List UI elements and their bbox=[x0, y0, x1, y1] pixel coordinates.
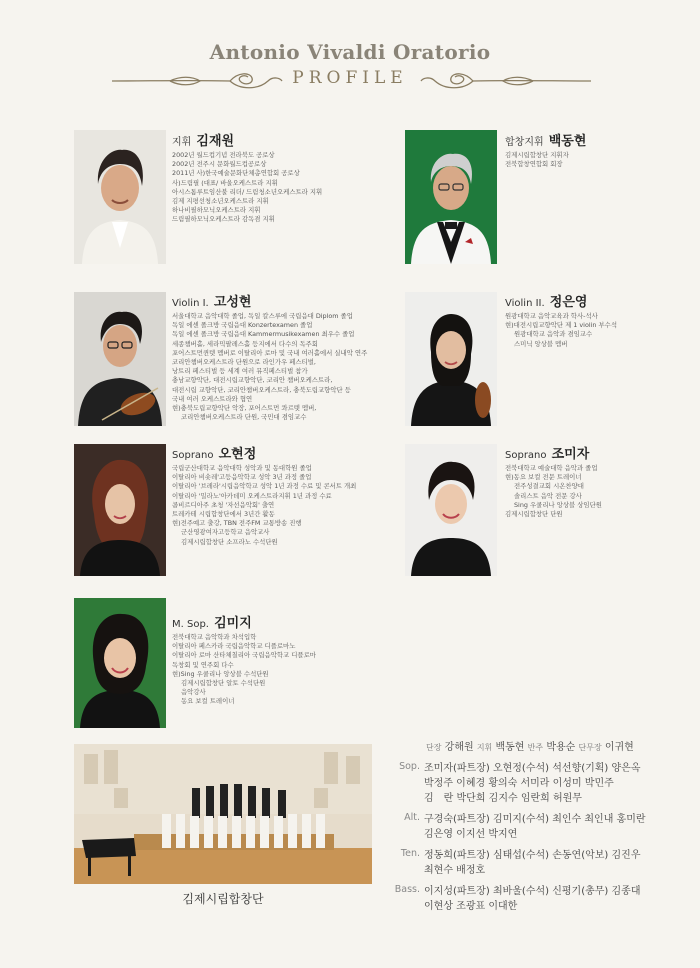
member-line: 이현상 조광표 이대한 bbox=[424, 901, 518, 912]
bio-line: 스미닉 앙상블 멤버 bbox=[514, 339, 568, 348]
bio-line: 세종챔버홀, 세라믹팔레스홀 등지에서 다수의 독주회 bbox=[172, 339, 318, 348]
soprano-2-photo bbox=[405, 444, 497, 576]
soprano-1-info bbox=[172, 443, 356, 547]
violin-2-name: 정은영 bbox=[549, 295, 588, 310]
section-label: Ten. bbox=[400, 848, 420, 859]
staff-label: 지휘 bbox=[476, 743, 493, 752]
bio-line: 이탈리아 '브레라'시립음악학교 성악 1년 과정 수료 및 콘서트 개최 bbox=[172, 482, 357, 491]
conductor-name: 김재원 bbox=[196, 134, 235, 149]
bio-line: 솔리스트 음악 전문 강사 bbox=[514, 491, 582, 500]
section-soprano bbox=[390, 761, 690, 806]
bio-line: 원광대학교 음악교육과 학사-석사 bbox=[505, 312, 598, 320]
chorus-master-name: 백동현 bbox=[548, 134, 587, 149]
bio-line: 서울대학교 음악대학 졸업, 독일 칼스루에 국립음대 Diplom 졸업 bbox=[172, 312, 353, 320]
bio-line: 2011년 사)한국예술문화단체총연합회 공로상 bbox=[172, 169, 300, 178]
bio-line: 아시스톰루트임산불 리더/ 드림청소년오케스트라 지휘 bbox=[172, 187, 323, 196]
soprano-2-name: 조미자 bbox=[551, 447, 590, 462]
violin-2-info bbox=[505, 291, 617, 349]
violin-1-role: Violin I. bbox=[172, 298, 209, 309]
bio-line: 김제 지평선청소년오케스트라 지휘 bbox=[172, 197, 269, 206]
bio-line: 독창회 및 연주회 다수 bbox=[172, 660, 234, 669]
bio-line: 이탈리아 로마 산타체칠리아 국립음악학교 디플로마 bbox=[172, 651, 316, 660]
choir-caption: 김제시립합창단 bbox=[182, 892, 264, 906]
violin-1-name: 고성현 bbox=[213, 295, 252, 310]
chorus-master-role: 합창지휘 bbox=[505, 137, 544, 148]
member-line: 김 란 박단희 김지수 임란희 허원무 bbox=[424, 793, 582, 804]
conductor-info bbox=[172, 130, 322, 225]
bio-line: 현)대전시립교향악단 제 1 violin 부수석 bbox=[505, 321, 618, 330]
bio-line: 충남교향악단, 대전시립교향악단, 코리안 챔버오케스트라, bbox=[172, 376, 333, 385]
staff-label: 단장 bbox=[426, 743, 442, 752]
bio-line: Sing 우쿨리나 앙상블 상임단원 bbox=[514, 500, 602, 509]
violin-2-bio bbox=[505, 312, 617, 349]
bio-line: 이탈리아 페스카라 국립음악학교 디플로마노 bbox=[172, 642, 296, 651]
soprano-2-info bbox=[505, 443, 602, 519]
bio-line: 사)드림필 (대표/ 바울오케스트라 지휘 bbox=[172, 178, 278, 187]
bio-line: 김제시립합창단 단원 bbox=[505, 510, 563, 519]
staff-label: 반주 bbox=[527, 743, 544, 752]
page-title: Antonio Vivaldi Oratorio bbox=[209, 40, 491, 64]
staff-name: 강해원 bbox=[444, 742, 474, 753]
ornament-right-icon bbox=[418, 66, 593, 96]
mezzo-role: M. Sop. bbox=[172, 619, 209, 630]
violin-1-info bbox=[172, 291, 367, 422]
staff-line bbox=[390, 738, 690, 753]
bio-line: 포어스트먼퀸텟 멤버로 이탈리아 로마 및 국내 여러홀에서 실내악 연주 bbox=[172, 348, 368, 357]
bio-line: 콤비르디아주 초청 '자선음악회' 출연 bbox=[172, 500, 275, 509]
staff-name: 백동현 bbox=[495, 742, 525, 753]
conductor-bio bbox=[172, 151, 322, 225]
bio-line: 코리안챔버오케스트라 단원으로 라인가우 페스티벌, bbox=[172, 358, 316, 367]
violin-1-bio bbox=[172, 312, 367, 422]
bio-line: 독일 에센 폴크방 국립음대 Konzertexamen 졸업 bbox=[172, 321, 313, 330]
bio-line: 전주성결교회 시온찬양대 bbox=[514, 482, 584, 491]
section-label: Bass. bbox=[394, 884, 420, 895]
member-line: 조미자(파트장) 오현정(수석) 석선향(기획) 양은옥 bbox=[424, 763, 641, 774]
soprano-2-bio bbox=[505, 464, 602, 519]
bio-line: 드림필하모닉오케스트라 감독겸 지휘 bbox=[172, 215, 275, 224]
soprano-1-bio bbox=[172, 464, 356, 547]
violin-2-role: Violin II. bbox=[505, 298, 545, 309]
member-line: 구경숙(파트장) 김미지(수석) 최인수 최인내 홍미란 bbox=[424, 814, 646, 825]
member-line: 이지성(파트장) 최바울(수석) 신평기(총무) 김종대 bbox=[424, 886, 641, 897]
section-tenor bbox=[390, 848, 690, 878]
bio-line: 현)충북도립교향악단 악장, 포어스트먼 콰르텟 멤버, bbox=[172, 404, 317, 413]
bio-line: 낭트리 페스티벌 등 세계 여러 뮤직페스티벌 참가 bbox=[172, 367, 308, 376]
bio-line: 전북대학교 예술대학 음악과 졸업 bbox=[505, 464, 598, 472]
conductor-photo bbox=[74, 130, 166, 264]
bio-line: 전북대학교 음악학과 차석입학 bbox=[172, 633, 257, 641]
section-label: Alt. bbox=[404, 812, 420, 823]
bio-line: 트레카테 시립합창단에서 3년간 활동 bbox=[172, 510, 275, 519]
bio-line: 이탈리아 '밀라노'아카데미 오케스트라지휘 1년 과정 수료 bbox=[172, 491, 332, 500]
bio-line: 국립군산대학교 음악대학 성악과 및 동대학원 졸업 bbox=[172, 464, 312, 472]
bio-line: 코리안챔버오케스트라 단원, 국민대 겸임교수 bbox=[181, 413, 307, 422]
bio-line: 김제시립합창단 알토 수석단원 bbox=[181, 679, 266, 688]
mezzo-bio bbox=[172, 633, 316, 707]
bio-line: 김제시립합창단 지휘자 bbox=[505, 151, 569, 159]
staff-label: 단무장 bbox=[578, 743, 602, 752]
bio-line: 군산영광여자고등학교 음악교사 bbox=[181, 528, 270, 537]
bio-line: 2002년 전주시 문화월드컵공로상 bbox=[172, 160, 267, 169]
bio-line: 현)전주예고 출강, TBN 전주FM 교통방송 진행 bbox=[172, 519, 302, 528]
section-label: Sop. bbox=[399, 761, 420, 772]
bio-line: 원광대학교 음악과 겸임교수 bbox=[514, 330, 593, 339]
page-header bbox=[0, 40, 700, 96]
bio-line: 이탈리아 비숏레'고등음악학교 성악 3년 과정 졸업 bbox=[172, 473, 312, 482]
soprano-1-name: 오현정 bbox=[218, 447, 257, 462]
section-alto bbox=[390, 812, 690, 842]
bio-line: 전북합창연합회 회장 bbox=[505, 160, 563, 169]
soprano-1-photo bbox=[74, 444, 166, 576]
choir-roster bbox=[390, 738, 690, 914]
soprano-1-role: Soprano bbox=[172, 450, 214, 461]
choir-photo bbox=[74, 744, 372, 884]
member-line: 최현수 배정호 bbox=[424, 865, 486, 876]
bio-line: 2002년 월드컵기념 전라북도 공로상 bbox=[172, 151, 275, 159]
page-subtitle: PROFILE bbox=[292, 68, 408, 88]
chorus-master-photo bbox=[405, 130, 497, 264]
mezzo-photo bbox=[74, 598, 166, 728]
subtitle-row bbox=[0, 66, 700, 96]
section-bass bbox=[390, 884, 690, 914]
member-line: 정동희(파트장) 심태섭(수석) 손동연(악보) 김진우 bbox=[424, 850, 641, 861]
mezzo-name: 김미지 bbox=[214, 616, 252, 631]
violin-1-photo bbox=[74, 292, 166, 426]
bio-line: 음악강사 bbox=[181, 688, 206, 697]
chorus-master-bio bbox=[505, 151, 586, 169]
staff-name: 박용순 bbox=[546, 742, 576, 753]
bio-line: 독일 에센 폴크방 국립음대 Kammermusikexamen 최우수 졸업 bbox=[172, 330, 355, 339]
member-line: 박정주 이혜경 황의숙 서미라 이성미 박민주 bbox=[424, 778, 614, 789]
violin-2-photo bbox=[405, 292, 497, 426]
mezzo-info bbox=[172, 612, 316, 707]
bio-line: 현)동요 보컬 전문 트레이너 bbox=[505, 473, 582, 482]
bio-line: 동요 보컬 트레이너 bbox=[181, 697, 235, 706]
bio-line: 하나비필하모닉오케스트라 지휘 bbox=[172, 206, 261, 215]
member-line: 김은영 이지선 박지연 bbox=[424, 829, 518, 840]
bio-line: 국내 여러 오케스트라와 협연 bbox=[172, 394, 253, 403]
soprano-2-role: Soprano bbox=[505, 450, 547, 461]
bio-line: 대전시립 교향악단, 코리안챔버오케스트라, 충북도립교향악단 등 bbox=[172, 385, 351, 394]
chorus-master-info bbox=[505, 130, 586, 169]
bio-line: 현)Sing 우쿨리나 앙상블 수석단원 bbox=[172, 669, 269, 678]
staff-name: 이귀현 bbox=[604, 742, 634, 753]
bio-line: 김제시립합창단 소프라노 수석단원 bbox=[181, 537, 278, 546]
conductor-role: 지휘 bbox=[172, 137, 192, 148]
